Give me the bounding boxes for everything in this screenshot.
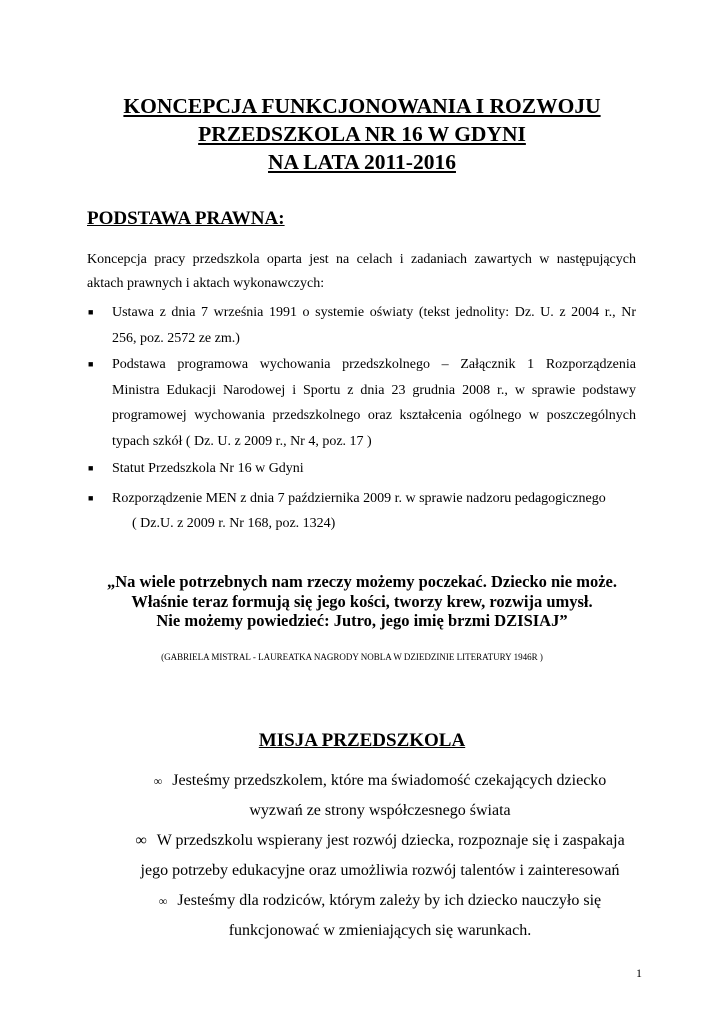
infinity-bullet-icon: ∞ <box>158 894 168 908</box>
title-line-1: KONCEPCJA FUNKCJONOWANIA I ROZWOJU <box>123 94 601 118</box>
legal-list <box>87 300 636 538</box>
legal-item-1-line-2: 256, poz. 2572 ze zm.) <box>112 330 240 346</box>
square-bullet-icon: ■ <box>88 359 94 369</box>
mission-item-3-line-2: funkcjonować w zmieniających się warunkach. <box>228 922 532 939</box>
square-bullet-icon: ■ <box>88 307 94 317</box>
legal-basis-heading: PODSTAWA PRAWNA: <box>87 208 285 229</box>
mission-list <box>100 766 660 946</box>
mission-item-1-line-1: ∞ Jesteśmy przedszkolem, które ma świadomość czekających dziecko <box>100 766 660 796</box>
square-bullet-icon: ■ <box>88 463 94 473</box>
quote-attribution: (GABRIELA MISTRAL - LAUREATKA NAGRODY NOBLA W DZIEDZINIE LITERATURY 1946R ) <box>161 652 543 662</box>
page-number: 1 <box>636 966 642 980</box>
legal-list-item <box>87 352 636 454</box>
legal-item-1-line-1: Ustawa z dnia 7 września 1991 o systemie oświaty (tekst jednolity: Dz. U. z 2004 r., Nr <box>112 305 636 320</box>
legal-list-item <box>87 300 636 351</box>
legal-intro <box>87 248 636 296</box>
quote-line-1: „Na wiele potrzebnych nam rzeczy możemy poczekać. Dziecko nie może. <box>107 572 617 591</box>
infinity-bullet-icon: ∞ <box>153 774 163 788</box>
legal-item-2-line-4: typach szkół ( Dz. U. z 2009 r., Nr 4, poz. 17 ) <box>112 433 372 449</box>
legal-item-4-line-2: ( Dz.U. z 2009 r. Nr 168, poz. 1324) <box>132 516 336 531</box>
quote <box>0 572 724 631</box>
legal-list-item <box>87 486 636 537</box>
quote-line-3: Nie możemy powiedzieć: Jutro, jego imię brzmi DZISIAJ” <box>156 611 568 630</box>
legal-intro-line-1: Koncepcja pracy przedszkola oparta jest na celach i zadaniach zawartych w następujących <box>87 252 636 267</box>
document-title <box>0 92 724 176</box>
legal-list-item <box>87 456 636 482</box>
legal-item-2-line-1: Podstawa programowa wychowania przedszkolnego – Załącznik 1 Rozporządzenia <box>112 357 636 372</box>
mission-item-2-line-2: jego potrzeby edukacyjne oraz umożliwia rozwój talentów i zainteresowań <box>140 862 620 879</box>
mission-heading: MISJA PRZEDSZKOLA <box>258 730 466 751</box>
legal-intro-line-2: aktach prawnych i aktach wykonawczych: <box>87 276 325 291</box>
legal-item-2-line-3: programowej wychowania przedszkolnego oraz kształcenia ogólnego w poszczególnych <box>112 408 636 423</box>
legal-item-2-line-2: Ministra Edukacji Narodowej i Sportu z dnia 23 grudnia 2008 r., w sprawie podstawy <box>112 382 636 398</box>
legal-item-3-line-1: Statut Przedszkola Nr 16 w Gdyni <box>112 461 304 476</box>
square-bullet-icon: ■ <box>88 492 94 503</box>
quote-line-2: Właśnie teraz formują się jego kości, tworzy krew, rozwija umysł. <box>131 591 593 611</box>
title-line-2: PRZEDSZKOLA NR 16 W GDYNI <box>198 122 526 146</box>
mission-item-2-line-1: ∞ W przedszkolu wspierany jest rozwój dziecka, rozpoznaje się i zaspakaja <box>100 826 660 856</box>
title-line-3: NA LATA 2011-2016 <box>268 150 456 174</box>
mission-item-1-line-2: wyzwań ze strony współczesnego świata <box>249 802 511 819</box>
mission-item-3-line-1: ∞ Jesteśmy dla rodziców, którym zależy by ich dziecko nauczyło się <box>100 886 660 916</box>
legal-item-4-line-1: Rozporządzenie MEN z dnia 7 października 2009 r. w sprawie nadzoru pedagogicznego <box>112 490 606 506</box>
infinity-bullet-icon: ∞ <box>135 832 147 849</box>
